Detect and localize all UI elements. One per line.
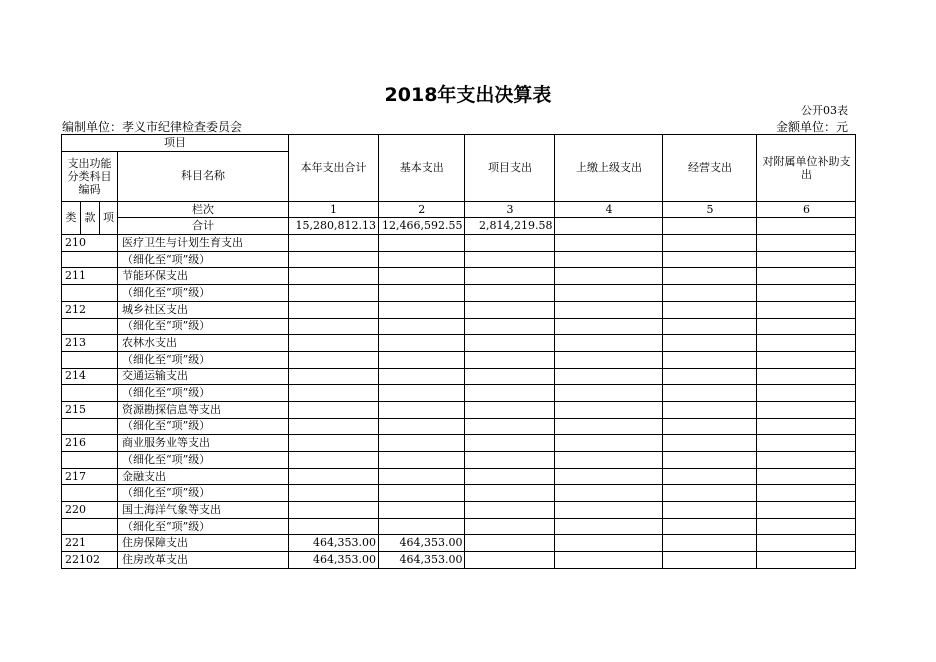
row-value bbox=[757, 285, 856, 302]
header-xiang: 项 bbox=[100, 201, 118, 234]
row-value bbox=[289, 318, 379, 335]
row-subject-name: 国土海洋气象等支出 bbox=[118, 502, 289, 519]
header-col-2: 基本支出 bbox=[379, 135, 465, 202]
row-value bbox=[289, 368, 379, 385]
row-value bbox=[379, 385, 465, 402]
row-value bbox=[663, 418, 757, 435]
row-value bbox=[465, 552, 555, 569]
row-value bbox=[555, 301, 663, 318]
header-subject-name: 科目名称 bbox=[118, 151, 289, 201]
row-value bbox=[757, 401, 856, 418]
row-value bbox=[465, 385, 555, 402]
row-value bbox=[757, 235, 856, 252]
row-code bbox=[62, 251, 118, 268]
table-row bbox=[62, 552, 856, 569]
row-value bbox=[663, 401, 757, 418]
col-num-3: 3 bbox=[465, 201, 555, 218]
row-value bbox=[465, 435, 555, 452]
header-code-group: 支出功能分类科目编码 bbox=[62, 151, 118, 201]
row-value bbox=[379, 251, 465, 268]
compiling-unit: 编制单位：孝义市纪律检查委员会 bbox=[62, 120, 243, 134]
row-subject-name: 金融支出 bbox=[118, 468, 289, 485]
total-value bbox=[663, 218, 757, 235]
row-value bbox=[757, 351, 856, 368]
table-row bbox=[62, 368, 856, 385]
table-row bbox=[62, 351, 856, 368]
row-value bbox=[555, 418, 663, 435]
col-num-4: 4 bbox=[555, 201, 663, 218]
row-code: 212 bbox=[62, 301, 118, 318]
table-row bbox=[62, 452, 856, 469]
row-value bbox=[757, 251, 856, 268]
row-value bbox=[757, 502, 856, 519]
row-code bbox=[62, 385, 118, 402]
row-value bbox=[465, 485, 555, 502]
row-value bbox=[757, 385, 856, 402]
table-row bbox=[62, 535, 856, 552]
row-value bbox=[379, 285, 465, 302]
total-value: 15,280,812.13 bbox=[289, 218, 379, 235]
row-value bbox=[289, 418, 379, 435]
row-subject-name: 医疗卫生与计划生育支出 bbox=[118, 235, 289, 252]
row-subject-name: 资源勘探信息等支出 bbox=[118, 401, 289, 418]
row-value bbox=[465, 351, 555, 368]
table-row bbox=[62, 335, 856, 352]
row-value bbox=[757, 452, 856, 469]
row-value bbox=[465, 418, 555, 435]
total-value: 12,466,592.55 bbox=[379, 218, 465, 235]
row-value bbox=[757, 485, 856, 502]
row-value bbox=[555, 318, 663, 335]
table-row bbox=[62, 235, 856, 252]
row-value bbox=[289, 502, 379, 519]
table-row bbox=[62, 518, 856, 535]
row-value bbox=[379, 401, 465, 418]
row-value bbox=[289, 452, 379, 469]
header-col-6: 对附属单位补助支出 bbox=[757, 135, 856, 202]
row-value: 464,353.00 bbox=[289, 535, 379, 552]
row-value bbox=[663, 518, 757, 535]
row-value: 464,353.00 bbox=[289, 552, 379, 569]
row-code bbox=[62, 518, 118, 535]
row-subject-name: （细化至“项”级） bbox=[118, 351, 289, 368]
row-subject-name: 节能环保支出 bbox=[118, 268, 289, 285]
table-row bbox=[62, 418, 856, 435]
row-code bbox=[62, 351, 118, 368]
row-value bbox=[289, 301, 379, 318]
table-row bbox=[62, 301, 856, 318]
row-value bbox=[555, 385, 663, 402]
col-num-6: 6 bbox=[757, 201, 856, 218]
row-value bbox=[379, 301, 465, 318]
row-value bbox=[555, 351, 663, 368]
table-row bbox=[62, 485, 856, 502]
table-row bbox=[62, 435, 856, 452]
row-code: 221 bbox=[62, 535, 118, 552]
row-value bbox=[555, 535, 663, 552]
row-value bbox=[289, 285, 379, 302]
row-value bbox=[663, 468, 757, 485]
row-value bbox=[465, 401, 555, 418]
table-row bbox=[62, 285, 856, 302]
total-value bbox=[555, 218, 663, 235]
row-value bbox=[289, 251, 379, 268]
row-value bbox=[555, 435, 663, 452]
total-value bbox=[757, 218, 856, 235]
col-num-2: 2 bbox=[379, 201, 465, 218]
row-value bbox=[379, 268, 465, 285]
row-code: 217 bbox=[62, 468, 118, 485]
row-subject-name: 住房保障支出 bbox=[118, 535, 289, 552]
row-value bbox=[465, 335, 555, 352]
row-value bbox=[555, 552, 663, 569]
row-value bbox=[289, 485, 379, 502]
row-value bbox=[663, 502, 757, 519]
row-value bbox=[465, 452, 555, 469]
row-code: 220 bbox=[62, 502, 118, 519]
row-value: 464,353.00 bbox=[379, 552, 465, 569]
row-code: 214 bbox=[62, 368, 118, 385]
row-value bbox=[379, 518, 465, 535]
row-value bbox=[555, 285, 663, 302]
row-value bbox=[379, 452, 465, 469]
row-value bbox=[379, 335, 465, 352]
expenditure-table bbox=[61, 134, 856, 569]
row-value bbox=[379, 418, 465, 435]
row-value bbox=[757, 268, 856, 285]
row-code: 211 bbox=[62, 268, 118, 285]
row-code: 215 bbox=[62, 401, 118, 418]
row-value bbox=[555, 485, 663, 502]
row-value bbox=[555, 468, 663, 485]
row-subject-name: 住房改革支出 bbox=[118, 552, 289, 569]
row-subject-name: 商业服务业等支出 bbox=[118, 435, 289, 452]
row-value bbox=[289, 385, 379, 402]
row-subject-name: 城乡社区支出 bbox=[118, 301, 289, 318]
row-subject-name: （细化至“项”级） bbox=[118, 385, 289, 402]
row-code: 216 bbox=[62, 435, 118, 452]
row-value bbox=[465, 518, 555, 535]
row-value bbox=[663, 435, 757, 452]
row-value bbox=[289, 435, 379, 452]
row-value bbox=[757, 552, 856, 569]
row-value bbox=[555, 452, 663, 469]
row-value bbox=[465, 502, 555, 519]
row-value bbox=[663, 251, 757, 268]
row-value bbox=[555, 518, 663, 535]
row-value bbox=[555, 401, 663, 418]
row-subject-name: （细化至“项”级） bbox=[118, 518, 289, 535]
row-code bbox=[62, 452, 118, 469]
row-value bbox=[663, 301, 757, 318]
row-value bbox=[757, 418, 856, 435]
row-value bbox=[757, 535, 856, 552]
row-value bbox=[555, 268, 663, 285]
row-subject-name: （细化至“项”级） bbox=[118, 251, 289, 268]
header-row-col: 栏次 bbox=[118, 201, 289, 218]
row-code: 22102 bbox=[62, 552, 118, 569]
row-value bbox=[465, 251, 555, 268]
row-value bbox=[663, 452, 757, 469]
row-value bbox=[465, 318, 555, 335]
row-value bbox=[379, 351, 465, 368]
table-row bbox=[62, 502, 856, 519]
table-row bbox=[62, 401, 856, 418]
row-value bbox=[757, 318, 856, 335]
row-value bbox=[379, 435, 465, 452]
header-lei: 类 bbox=[62, 201, 81, 234]
page-title: 2018年支出决算表 bbox=[384, 84, 552, 106]
row-code bbox=[62, 285, 118, 302]
row-value bbox=[663, 535, 757, 552]
row-value bbox=[555, 251, 663, 268]
row-value bbox=[663, 335, 757, 352]
row-value bbox=[555, 235, 663, 252]
row-value bbox=[757, 468, 856, 485]
row-value bbox=[289, 401, 379, 418]
row-value bbox=[465, 368, 555, 385]
row-code bbox=[62, 318, 118, 335]
total-value: 2,814,219.58 bbox=[465, 218, 555, 235]
row-value bbox=[663, 485, 757, 502]
row-value bbox=[379, 468, 465, 485]
row-value bbox=[289, 351, 379, 368]
table-row bbox=[62, 251, 856, 268]
row-value bbox=[757, 335, 856, 352]
row-subject-name: （细化至“项”级） bbox=[118, 485, 289, 502]
total-label: 合计 bbox=[118, 218, 289, 235]
row-value bbox=[465, 535, 555, 552]
row-subject-name: （细化至“项”级） bbox=[118, 418, 289, 435]
row-subject-name: （细化至“项”级） bbox=[118, 285, 289, 302]
row-value bbox=[465, 301, 555, 318]
col-num-1: 1 bbox=[289, 201, 379, 218]
row-value bbox=[555, 335, 663, 352]
row-value bbox=[289, 235, 379, 252]
row-value bbox=[289, 468, 379, 485]
row-code: 213 bbox=[62, 335, 118, 352]
header-col-5: 经营支出 bbox=[663, 135, 757, 202]
row-value bbox=[757, 301, 856, 318]
row-value bbox=[555, 368, 663, 385]
table-row bbox=[62, 468, 856, 485]
table-row bbox=[62, 268, 856, 285]
row-value bbox=[289, 518, 379, 535]
header-col-3: 项目支出 bbox=[465, 135, 555, 202]
table-row bbox=[62, 385, 856, 402]
header-project: 项目 bbox=[62, 135, 289, 152]
row-value bbox=[465, 468, 555, 485]
row-value bbox=[465, 285, 555, 302]
row-value bbox=[663, 235, 757, 252]
row-subject-name: （细化至“项”级） bbox=[118, 452, 289, 469]
row-value bbox=[663, 268, 757, 285]
row-value bbox=[663, 368, 757, 385]
col-num-5: 5 bbox=[663, 201, 757, 218]
row-value bbox=[757, 518, 856, 535]
row-code bbox=[62, 418, 118, 435]
header-kuan: 款 bbox=[81, 201, 100, 234]
row-value bbox=[555, 502, 663, 519]
row-value bbox=[663, 552, 757, 569]
row-subject-name: 农林水支出 bbox=[118, 335, 289, 352]
row-value bbox=[663, 385, 757, 402]
money-unit: 金额单位：元 bbox=[775, 120, 848, 134]
row-value bbox=[757, 368, 856, 385]
row-value bbox=[379, 485, 465, 502]
row-value bbox=[663, 318, 757, 335]
row-value bbox=[379, 368, 465, 385]
row-value bbox=[379, 502, 465, 519]
row-value: 464,353.00 bbox=[379, 535, 465, 552]
row-value bbox=[757, 435, 856, 452]
header-col-1: 本年支出合计 bbox=[289, 135, 379, 202]
row-value bbox=[379, 235, 465, 252]
row-value bbox=[663, 351, 757, 368]
row-code bbox=[62, 485, 118, 502]
row-subject-name: 交通运输支出 bbox=[118, 368, 289, 385]
row-value bbox=[379, 318, 465, 335]
row-value bbox=[465, 268, 555, 285]
row-value bbox=[465, 235, 555, 252]
form-number: 公开03表 bbox=[801, 104, 848, 117]
row-value bbox=[289, 268, 379, 285]
row-code: 210 bbox=[62, 235, 118, 252]
table-row bbox=[62, 318, 856, 335]
header-col-4: 上缴上级支出 bbox=[555, 135, 663, 202]
row-value bbox=[289, 335, 379, 352]
row-subject-name: （细化至“项”级） bbox=[118, 318, 289, 335]
row-value bbox=[663, 285, 757, 302]
